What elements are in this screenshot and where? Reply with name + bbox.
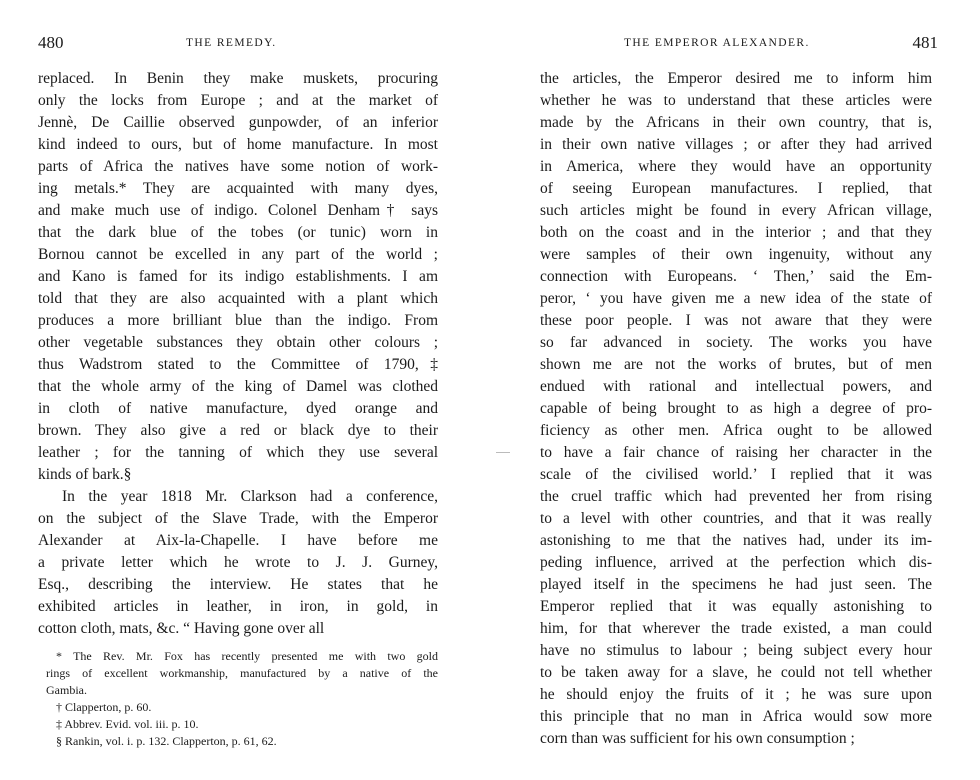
text-line: exhibited articles in leather, in iron, in gold, in xyxy=(38,598,438,615)
text-line: to be taken away for a slave, he could not tell whether xyxy=(540,664,932,681)
right-body-text xyxy=(540,68,932,750)
text-line: corn than was sufficient for his own consumption ; xyxy=(540,730,855,747)
text-line: in cloth of native manufacture, dyed orange and xyxy=(38,400,438,417)
right-page xyxy=(490,0,980,780)
text-line: peror, ‘ you have given me a new idea of the state of xyxy=(540,290,932,307)
text-line: cotton cloth, mats, &c. “ Having gone over all xyxy=(38,620,325,637)
text-line: that the dark blue of the tobes (or tunic) worn in xyxy=(38,224,438,241)
text-line: ficiency as other men. Africa ought to be allowed xyxy=(540,422,932,439)
text-line: the articles, the Emperor desired me to inform him xyxy=(540,70,932,87)
text-line: to a level with other countries, and that it was really xyxy=(540,510,932,527)
text-line: that the whole army of the king of Damel was clothed xyxy=(38,378,438,395)
text-line: Bornou cannot be excelled in any part of the world ; xyxy=(38,246,438,263)
footnote-reference: ‡ Abbrev. Evid. vol. iii. p. 10. xyxy=(56,717,199,731)
text-line: him, for that wherever the trade existed, a man could xyxy=(540,620,932,637)
text-line: have no stimulus to labour ; being subject every hour xyxy=(540,642,932,659)
footnote-line: Gambia. xyxy=(46,683,87,697)
text-line: produces a more brilliant blue than the indigo. From xyxy=(38,312,438,329)
text-line: a private letter which he wrote to J. J. Gurney, xyxy=(38,554,438,571)
text-line: scale of the civilised world.’ I replied that it was xyxy=(540,466,932,483)
text-line: thus Wadstrom stated to the Committee of 1790,‡ xyxy=(38,356,438,373)
left-running-title: THE REMEDY. xyxy=(186,37,277,49)
right-running-title: THE EMPEROR ALEXANDER. xyxy=(624,37,810,49)
text-line: In the year 1818 Mr. Clarkson had a conference, xyxy=(62,488,438,505)
text-line: parts of Africa the natives have some notion of work- xyxy=(38,158,438,175)
text-line: the cruel traffic which had prevented her from rising xyxy=(540,488,932,505)
text-line: peding influence, arrived at the perfection which dis- xyxy=(540,554,932,571)
left-body-text xyxy=(38,68,438,640)
text-line: Alexander at Aix-la-Chapelle. I have before me xyxy=(38,532,438,549)
text-line: he should enjoy the fruits of it ; he was sure upon xyxy=(540,686,932,703)
text-line: were samples of their own ingenuity, without any xyxy=(540,246,932,263)
text-line: shown me are not the works of brutes, but of men xyxy=(540,356,932,373)
text-line: on the subject of the Slave Trade, with the Emperor xyxy=(38,510,438,527)
text-line: of seeing European manufactures. I replied, that xyxy=(540,180,932,197)
text-line: Jennè, De Caillie observed gunpowder, of an inferior xyxy=(38,114,438,131)
text-line: whether he was to understand that these articles were xyxy=(540,92,932,109)
text-line: in their own native villages ; or after they had arrived xyxy=(540,136,932,153)
text-line: capable of being brought to as high a degree of pro- xyxy=(540,400,932,417)
right-page-number: 481 xyxy=(912,33,938,52)
text-line: kind indeed to ours, but of home manufacture. In most xyxy=(38,136,438,153)
text-line: astonishing to me that the natives had, under its im- xyxy=(540,532,932,549)
text-line: told that they are also acquainted with a plant which xyxy=(38,290,438,307)
text-line: these poor people. I was not aware that they were xyxy=(540,312,932,329)
text-line: Emperor replied that it was equally astonishing to xyxy=(540,598,932,615)
text-line: replaced. In Benin they make muskets, procuring xyxy=(38,70,438,87)
text-line: and make much use of indigo. Colonel Denham† says xyxy=(38,202,438,219)
text-line: to have a fair chance of raising her character in the xyxy=(540,444,932,461)
text-line: this principle that no man in Africa would sow more xyxy=(540,708,932,725)
text-line: so far advanced in society. The works you have xyxy=(540,334,932,351)
text-line: kinds of bark.§ xyxy=(38,466,132,483)
left-running-head xyxy=(38,33,438,53)
text-line: ing metals.* They are acquainted with many dyes, xyxy=(38,180,438,197)
left-page-number: 480 xyxy=(38,33,64,52)
footnote-reference: § Rankin, vol. i. p. 132. Clapperton, p. 61, 62. xyxy=(56,734,277,748)
footnote-line: rings of excellent workmanship, manufactured by a native of the xyxy=(46,666,438,680)
text-line: brown. They also give a red or black dye to their xyxy=(38,422,438,439)
left-footnotes xyxy=(46,648,438,750)
text-line: in America, where they would have an opportunity xyxy=(540,158,932,175)
text-line: both on the coast and in the interior ; and that they xyxy=(540,224,932,241)
text-line: other vegetable substances they obtain other colours ; xyxy=(38,334,438,351)
text-line: and Kano is famed for its indigo establishments. I am xyxy=(38,268,438,285)
text-line: Esq., describing the interview. He states that he xyxy=(38,576,438,593)
text-line: such articles might be found in every African village, xyxy=(540,202,932,219)
right-running-head xyxy=(538,33,938,53)
text-line: made by the Africans in their own country, that is, xyxy=(540,114,932,131)
footnote-line: * The Rev. Mr. Fox has recently presented me with two gold xyxy=(56,649,438,663)
text-line: only the locks from Europe ; and at the market of xyxy=(38,92,438,109)
text-line: leather ; for the tanning of which they use several xyxy=(38,444,438,461)
text-line: connection with Europeans. ‘ Then,’ said the Em- xyxy=(540,268,932,285)
text-line: endued with rational and intellectual powers, and xyxy=(540,378,932,395)
text-line: played itself in the specimens he had just seen. The xyxy=(540,576,932,593)
footnote-reference: † Clapperton, p. 60. xyxy=(56,700,152,714)
